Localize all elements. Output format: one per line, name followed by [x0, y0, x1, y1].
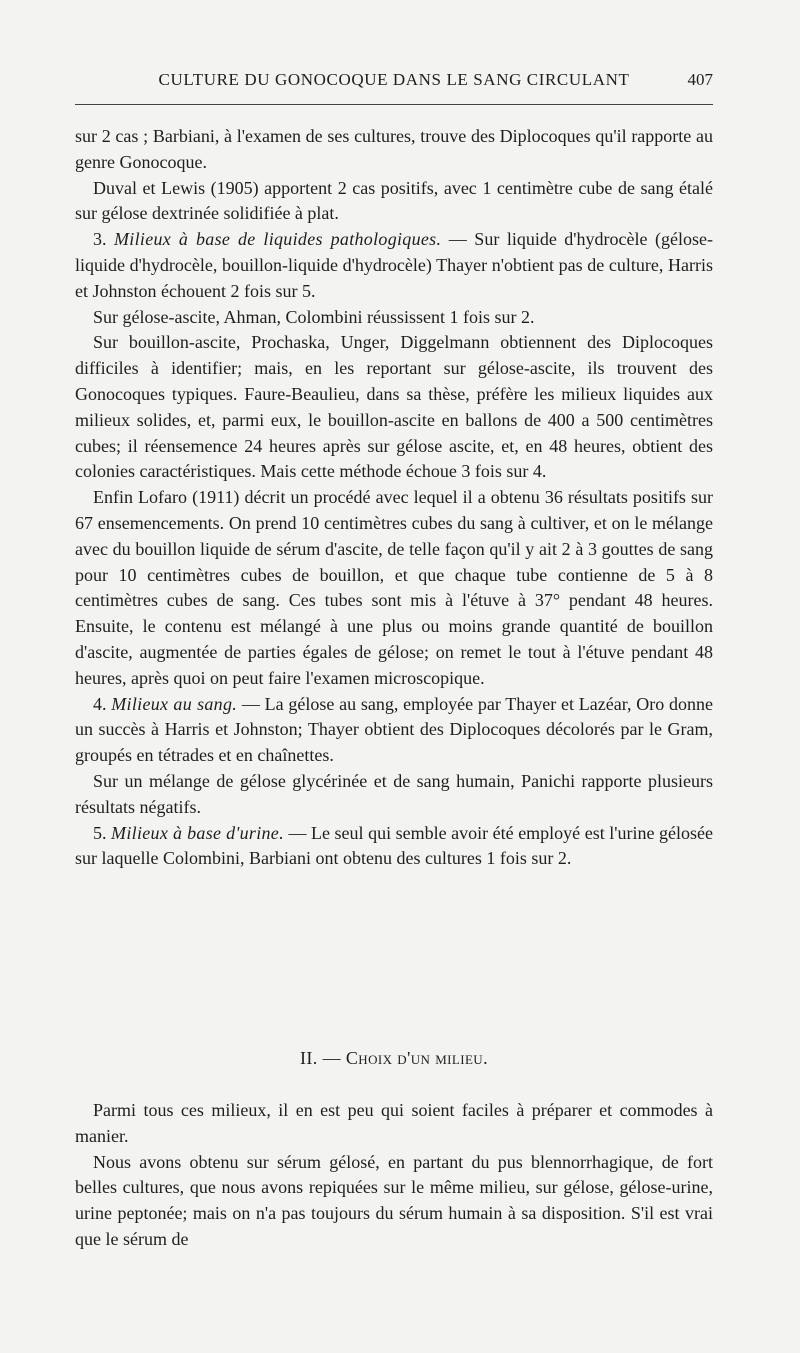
paragraph [75, 485, 713, 691]
paragraph-text: sur 2 cas ; Barbiani, à l'examen de ses cultures, trouve des Diplocoques qu'il rapporte au genre Gonocoque. [75, 126, 713, 172]
running-title: CULTURE DU GONOCOQUE DANS LE SANG CIRCULANT [158, 70, 630, 89]
paragraph-text: — La gélose au sang, employée par Thayer et Lazéar, Oro donne un succès à Harris et Johnston; Thayer obtient des Diplocoques décolorés par le Gram, groupés en tétrades et en chaînettes. [75, 693, 713, 766]
header-rule [75, 104, 713, 105]
paragraph-text: Sur bouillon-ascite, Prochaska, Unger, Diggelmann obtiennent des Diplocoques difficiles à identifier; mais, en les reportant sur gélose-ascite, ils trouvent des Gonocoques typiques. Faure-Beaulieu, dans sa thèse, préfère les milieux liquides aux milieux solides, et, parmi eux, le bouillon-ascite en ballons de 400 a 500 centimètres cubes; il réensemence 24 heures après sur gélose ascite, et, en 48 heures, obtient des colonies caractéristiques. Mais cette méthode échoue 3 fois sur 4. [75, 332, 713, 482]
item-number: 3. [93, 229, 115, 250]
paragraph-text: — Sur liquide d'hydrocèle (gélose-liquide d'hydrocèle, bouillon-liquide d'hydrocèle) Thayer n'obtient pas de culture, Harris et Johnston échouent 2 fois sur 5. [75, 229, 713, 301]
item-number: 5. [93, 822, 112, 843]
paragraph [75, 1150, 713, 1253]
section-numeral: II. — [300, 1048, 346, 1068]
paragraph-text: Duval et Lewis (1905) apportent 2 cas positifs, avec 1 centimètre cube de sang étalé sur gélose dextrinée solidifiée à plat. [75, 177, 713, 224]
paragraph [75, 1098, 713, 1150]
paragraph [75, 769, 713, 821]
subsection-heading: Milieux à base d'urine. [111, 822, 284, 843]
running-head [75, 68, 713, 94]
paragraph-text: Enfin Lofaro (1911) décrit un procédé avec lequel il a obtenu 36 résultats positifs sur 67 ensemencements. On prend 10 centimètres cubes du sang à cultiver, et on le mélange avec du bouillon liquide de sérum d'ascite, de telle façon qu'il y ait 2 à 3 gouttes de sang pour 10 centimètres cubes de bouillon, et que chaque tube contienne de 5 à 8 centimètres cubes de sang. Ces tubes sont mis à l'étuve à 37° pendant 48 heures. Ensuite, le contenu est mélangé à une plus ou moins grande quantité de bouillon d'ascite, augmentée de parties égales de gélose; on remet le tout à l'étuve pendant 48 heures, après quoi on peut faire l'examen microscopique. [75, 487, 713, 688]
paragraph [75, 176, 713, 228]
paragraph [75, 227, 713, 304]
body-text-section-2 [75, 1098, 713, 1253]
section-title [75, 1045, 713, 1071]
page-number: 407 [687, 70, 713, 89]
item-number: 4. [93, 693, 112, 714]
subsection-heading: Milieux à base de liquides pathologiques. [114, 229, 442, 250]
paragraph [75, 305, 713, 331]
paragraph [75, 330, 713, 485]
paragraph-text: Sur gélose-ascite, Ahman, Colombini réussissent 1 fois sur 2. [93, 306, 535, 327]
paragraph-text: — Le seul qui semble avoir été employé est l'urine gélosée sur laquelle Colombini, Barbiani ont obtenu des cultures 1 fois sur 2. [75, 822, 714, 869]
paragraph-text: Parmi tous ces milieux, il en est peu qui soient faciles à préparer et commodes à manier. [75, 1100, 713, 1146]
paragraph [75, 124, 713, 176]
section-heading: Choix d'un milieu. [345, 1048, 488, 1068]
paragraph [75, 692, 713, 769]
paragraph [75, 821, 713, 873]
paragraph-text: Nous avons obtenu sur sérum gélosé, en partant du pus blennorrhagique, de fort belles cultures, que nous avons repiquées sur le même milieu, sur gélose, gélose-urine, urine peptonée; mais on n'a pas toujours du sérum humain à sa disposition. S'il est vrai que le sérum de [75, 1151, 713, 1249]
body-text [75, 124, 713, 872]
paragraph-text: Sur un mélange de gélose glycérinée et de sang humain, Panichi rapporte plusieurs résultats négatifs. [75, 770, 713, 817]
subsection-heading: Milieux au sang. [111, 693, 238, 714]
